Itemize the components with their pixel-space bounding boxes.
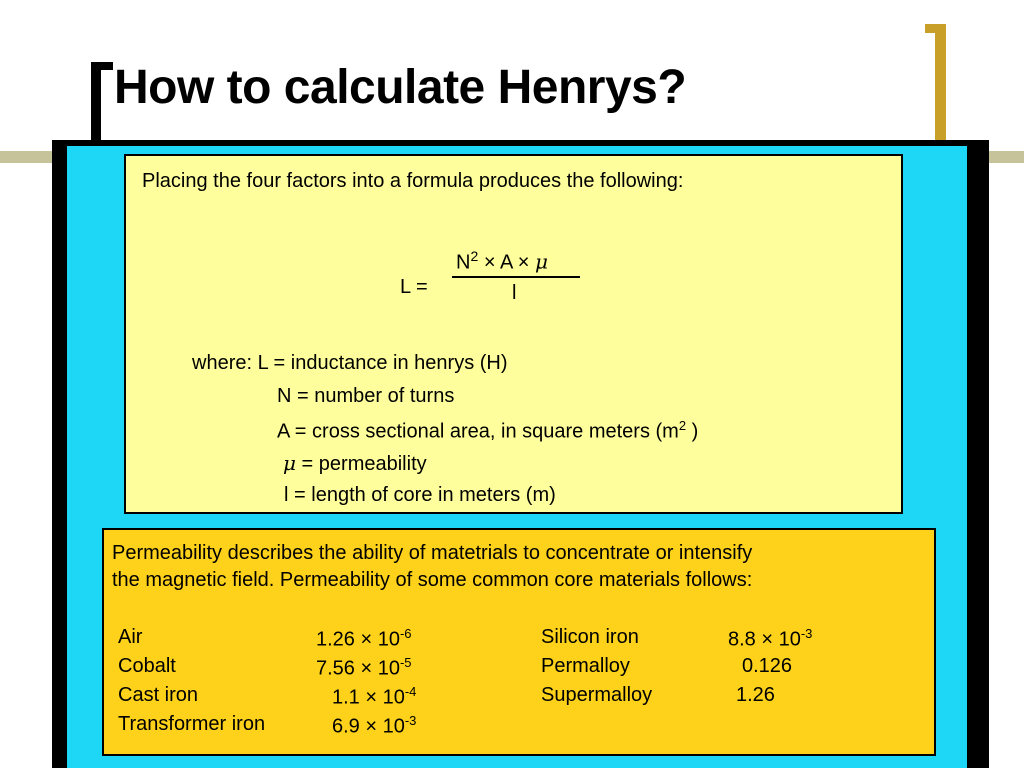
definition-text: cross sectional area, in square meters (m [312,420,679,443]
formula-mu: μ [534,249,548,274]
left-bracket-decoration [91,62,101,144]
material-name: Supermalloy [541,684,653,706]
inductance-formula [400,246,620,306]
definition-suffix: ) [686,420,699,443]
definition-n [277,385,454,408]
formula-n: N [456,251,471,274]
material-name: Permalloy [541,655,630,677]
material-value [332,684,416,710]
definition-mu [283,451,427,476]
value-mantissa: 6.9 × 10 [332,715,405,738]
formula-times-a: × A × [483,251,530,274]
value-exponent: -5 [399,655,412,670]
right-bracket-decoration [935,24,946,142]
material-value [728,626,812,652]
definition-text: inductance in henrys (H) [290,352,508,374]
definition-prefix: A = [277,420,313,443]
material-value [332,713,416,739]
fraction-bar [452,276,580,278]
value-exponent: -3 [404,713,417,728]
material-name: Air [118,626,143,648]
definition-prefix: where: L = [192,352,291,374]
description-line-2: the magnetic field. Permeability of some common core materials follows: [112,569,753,591]
value-mantissa: 7.56 × 10 [316,657,400,680]
definition-a [277,418,698,444]
picture-panel-inner [67,146,967,768]
slide-title: How to calculate Henrys? [114,61,687,114]
material-name: Silicon iron [541,626,639,648]
formula-box [124,154,903,514]
definition-exponent: 2 [678,418,687,433]
value-mantissa: 8.8 × 10 [728,628,801,651]
formula-numerator [456,248,548,275]
picture-panel [52,140,989,768]
material-name: Transformer iron [118,713,266,735]
material-value: 1.26 [736,684,775,706]
description-line-1: Permeability describes the ability of matetrials to concentrate or intensify [112,542,753,564]
material-value [316,626,412,652]
formula-lhs: L = [400,276,428,298]
material-value [316,655,412,681]
formula-n-exponent: 2 [470,248,479,264]
formula-denominator: l [512,282,517,304]
value-mantissa: 1.1 × 10 [332,686,405,709]
material-value: 0.126 [742,655,793,677]
definition-prefix: l = [284,484,312,506]
definition-text: number of turns [314,385,455,407]
definition-prefix: = [296,453,319,475]
definition-text: permeability [318,453,427,475]
definition-l [192,352,508,375]
permeability-description [112,540,932,594]
formula-intro: Placing the four factors into a formula produces the following: [142,170,684,192]
definition-prefix: N = [277,385,315,407]
value-mantissa: 1.26 × 10 [316,628,400,651]
value-exponent: -4 [404,684,417,699]
materials-box [102,528,936,756]
material-name: Cast iron [118,684,199,706]
value-exponent: -3 [800,626,813,641]
material-name: Cobalt [118,655,176,677]
value-exponent: -6 [399,626,412,641]
definition-text: length of core in meters (m) [311,484,556,506]
definition-length [284,484,556,507]
definition-mu-symbol: μ [283,451,296,475]
